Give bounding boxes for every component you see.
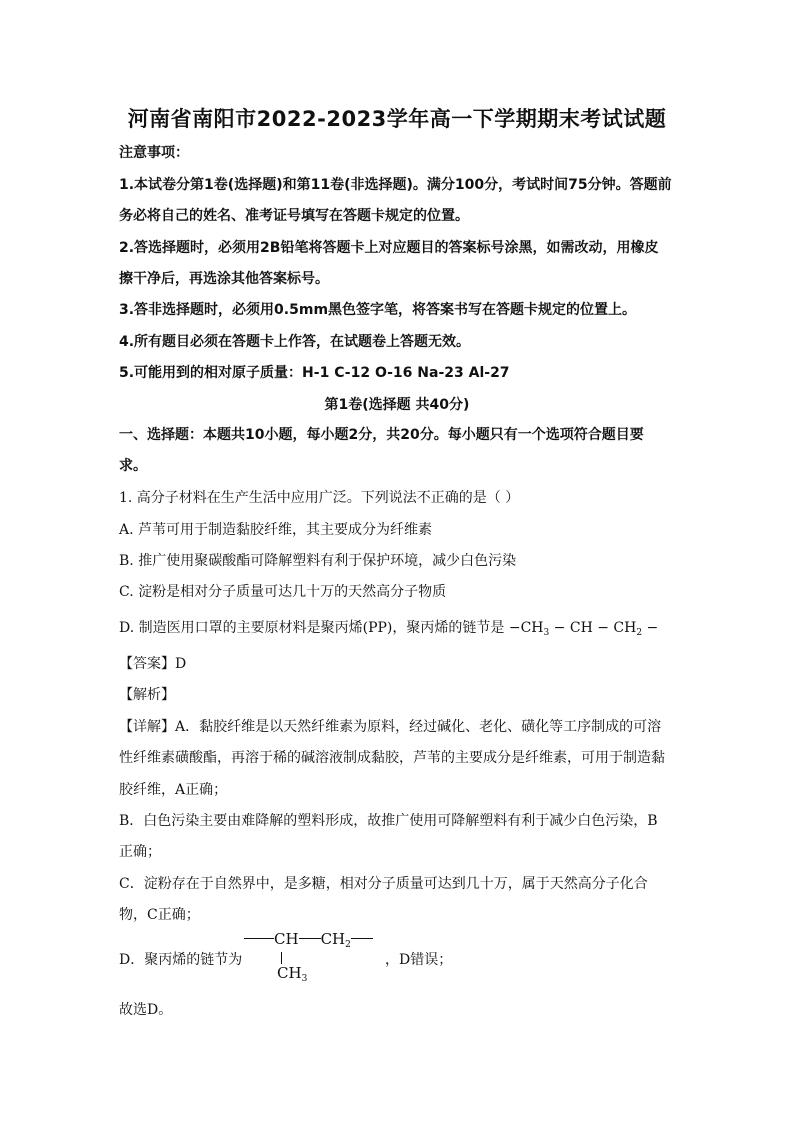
structure-main-chain xyxy=(244,930,373,950)
detail-line: C．淀粉存在于自然界中，是多糖，相对分子质量可达到几十万，属于天然高分子化合 xyxy=(119,876,648,892)
structure-ch: CH xyxy=(274,930,299,948)
conclusion: 故选D。 xyxy=(119,1002,173,1018)
bond-line-vertical xyxy=(281,952,282,964)
option-c: C. 淀粉是相对分子质量可达几十万的天然高分子物质 xyxy=(119,584,447,600)
structure-ch2: CH xyxy=(320,930,346,948)
option-d-text: D. 制造医用口罩的主要原材料是聚丙烯(PP)，聚丙烯的链节是 xyxy=(119,620,505,636)
section-heading: 第1卷(选择题 共40分) xyxy=(324,397,470,413)
bond-line xyxy=(299,938,321,939)
bond-line xyxy=(351,938,373,939)
answer: 【答案】D xyxy=(119,656,187,672)
formula-subscript: 3 xyxy=(301,974,308,984)
detail-line: B．白色污染主要由难降解的塑料形成，故推广使用可降解塑料有利于减少白色污染，B xyxy=(119,813,658,829)
formula-part: −CH xyxy=(504,620,544,636)
d-explain-suffix: ，D错误； xyxy=(385,952,453,968)
notice-line: 2.答选择题时，必须用2B铅笔将答题卡上对应题目的答案标号涂黑，如需改动，用橡皮 xyxy=(119,240,659,256)
polypropylene-structure xyxy=(244,930,394,990)
bond-line xyxy=(244,938,274,939)
notice-line: 擦干净后，再选涂其他答案标号。 xyxy=(119,271,329,287)
notice-heading: 注意事项： xyxy=(119,145,189,161)
question-stem: 1. 高分子材料在生产生活中应用广泛。下列说法不正确的是（ ） xyxy=(119,490,520,506)
detail-line: 胶纤维，A正确； xyxy=(119,782,228,798)
notice-line: 4.所有题目必须在答题卡上作答，在试题卷上答题无效。 xyxy=(119,334,471,350)
detail-line: 正确； xyxy=(119,844,161,860)
detail-line: 【详解】A．黏胶纤维是以天然纤维素为原料，经过碱化、老化、磺化等工序制成的可溶 xyxy=(119,719,662,735)
formula-part: − xyxy=(642,620,659,636)
analysis-heading: 【解析】 xyxy=(119,687,175,703)
structure-ch3 xyxy=(277,964,307,984)
formula-subscript: 3 xyxy=(543,628,550,638)
notice-line: 5.可能用到的相对原子质量：H-1 C-12 O-16 Na-23 Al-27 xyxy=(119,365,510,381)
notice-line: 1.本试卷分第1卷(选择题)和第11卷(非选择题)。满分100分，考试时间75分钟。答题前 xyxy=(119,177,672,193)
structure-ch3-text: CH xyxy=(277,964,302,982)
section-intro-line: 一、选择题：本题共10小题，每小题2分，共20分。每小题只有一个选项符合题目要 xyxy=(119,427,644,443)
option-a: A. 芦苇可用于制造黏胶纤维，其主要成分为纤维素 xyxy=(119,522,433,538)
formula-subscript: 2 xyxy=(636,628,643,638)
page-title: 河南省南阳市2022-2023学年高一下学期期末考试试题 xyxy=(127,107,667,131)
formula-part: − CH − CH xyxy=(549,620,637,636)
option-d-formula xyxy=(504,620,658,636)
option-b: B. 推广使用聚碳酸酯可降解塑料有利于保护环境，减少白色污染 xyxy=(119,553,517,569)
notice-line: 3.答非选择题时，必须用0.5mm黑色签字笔，将答案书写在答题卡规定的位置上。 xyxy=(119,302,637,318)
option-d xyxy=(119,618,679,643)
notice-line: 务必将自己的姓名、准考证号填写在答题卡规定的位置。 xyxy=(119,208,469,224)
detail-line: 物，C正确； xyxy=(119,907,200,923)
section-intro-line: 求。 xyxy=(119,458,147,474)
formula-subscript: 2 xyxy=(345,940,351,950)
detail-line: 性纤维素磺酸酯，再溶于稀的碱溶液制成黏胶，芦苇的主要成分是纤维素，可用于制造黏 xyxy=(119,750,665,766)
d-explain-prefix: D．聚丙烯的链节为 xyxy=(119,952,243,968)
